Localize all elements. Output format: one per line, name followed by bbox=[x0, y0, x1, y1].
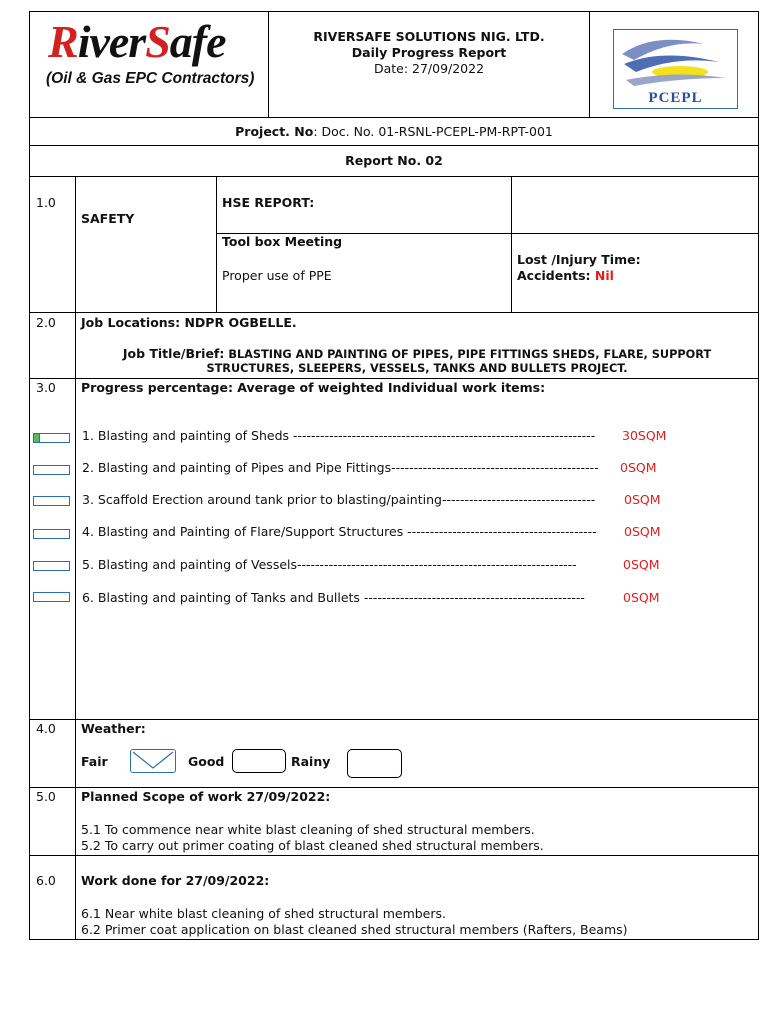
project-label: Project. No bbox=[235, 124, 314, 139]
planned-line-2: 5.2 To carry out primer coating of blast cleaned shed structural members. bbox=[81, 838, 544, 853]
job-title-label: Job Title/Brief: bbox=[122, 346, 225, 361]
weather-rainy-checkbox[interactable] bbox=[347, 749, 402, 778]
report-number: Report No. 02 bbox=[345, 153, 443, 168]
progress-heading: Progress percentage: Average of weighted Individual work items: bbox=[81, 380, 546, 395]
done-line-2: 6.2 Primer coat application on blast cleaned shed structural members (Rafters, Beams) bbox=[81, 922, 628, 937]
report-date: Date: 27/09/2022 bbox=[373, 61, 485, 76]
progress-bar-1 bbox=[33, 433, 70, 443]
toolbox-label: Tool box Meeting bbox=[222, 234, 343, 249]
work-item-text: 2. Blasting and painting of Pipes and Pipe Fittings---------------------------------------------- bbox=[82, 460, 599, 475]
work-item-qty: 0SQM bbox=[624, 492, 661, 507]
section-num-planned: 5.0 bbox=[36, 789, 56, 804]
weather-good-checkbox[interactable] bbox=[232, 749, 286, 773]
work-item-qty: 30SQM bbox=[622, 428, 667, 443]
logo-tagline: (Oil & Gas EPC Contractors) bbox=[46, 70, 255, 87]
safety-label: SAFETY bbox=[81, 211, 135, 226]
done-heading: Work done for 27/09/2022: bbox=[81, 873, 270, 888]
list-item bbox=[82, 492, 661, 507]
check-mark-icon bbox=[131, 750, 175, 772]
accidents-label: Accidents: bbox=[517, 268, 595, 283]
section-num-progress: 3.0 bbox=[36, 380, 56, 395]
section-num-safety: 1.0 bbox=[36, 195, 56, 210]
logo-iver: iver bbox=[77, 16, 146, 67]
toolbox-value: Proper use of PPE bbox=[222, 268, 332, 283]
progress-fill-1 bbox=[34, 434, 40, 442]
progress-bar-2 bbox=[33, 465, 70, 475]
list-item bbox=[82, 557, 660, 572]
list-item bbox=[82, 460, 657, 475]
work-item-text: 5. Blasting and painting of Vessels-------------------------------------------------------------- bbox=[82, 557, 577, 572]
job-title-line2: STRUCTURES, SLEEPERS, VESSELS, TANKS AND BULLETS PROJECT. bbox=[206, 362, 628, 375]
logo-r: R bbox=[48, 16, 78, 67]
progress-bar-6 bbox=[33, 592, 70, 602]
work-item-qty: 0SQM bbox=[620, 460, 657, 475]
weather-heading: Weather: bbox=[81, 721, 146, 736]
job-title bbox=[76, 346, 758, 361]
section-num-weather: 4.0 bbox=[36, 721, 56, 736]
progress-bar-5 bbox=[33, 561, 70, 571]
weather-rainy-label: Rainy bbox=[291, 754, 331, 769]
work-item-qty: 0SQM bbox=[623, 557, 660, 572]
list-item bbox=[82, 524, 661, 539]
section-num-job: 2.0 bbox=[36, 315, 56, 330]
work-item-text: 3. Scaffold Erection around tank prior to blasting/painting---------------------------------- bbox=[82, 492, 596, 507]
job-title-line1: BLASTING AND PAINTING OF PIPES, PIPE FITTINGS SHEDS, FLARE, SUPPORT bbox=[228, 348, 712, 361]
hse-report-label: HSE REPORT: bbox=[222, 195, 315, 210]
job-locations: Job Locations: NDPR OGBELLE. bbox=[81, 315, 297, 330]
work-item-text: 6. Blasting and painting of Tanks and Bullets ------------------------------------------------- bbox=[82, 590, 585, 605]
report-title: Daily Progress Report bbox=[351, 45, 507, 60]
weather-fair-checkbox[interactable] bbox=[130, 749, 176, 773]
riversafe-logo bbox=[40, 14, 260, 104]
project-number bbox=[30, 124, 758, 139]
work-item-text: 1. Blasting and painting of Sheds ------------------------------------------------------------------- bbox=[82, 428, 596, 443]
company-name: RIVERSAFE SOLUTIONS NIG. LTD. bbox=[313, 29, 545, 44]
list-item bbox=[82, 428, 667, 443]
weather-fair-label: Fair bbox=[81, 754, 108, 769]
planned-line-1: 5.1 To commence near white blast cleaning of shed structural members. bbox=[81, 822, 535, 837]
progress-bar-3 bbox=[33, 496, 70, 506]
planned-heading: Planned Scope of work 27/09/2022: bbox=[81, 789, 331, 804]
done-line-1: 6.1 Near white blast cleaning of shed structural members. bbox=[81, 906, 446, 921]
logo-s: S bbox=[145, 16, 170, 67]
logo-afe: afe bbox=[169, 16, 226, 67]
work-item-qty: 0SQM bbox=[623, 590, 660, 605]
work-item-qty: 0SQM bbox=[624, 524, 661, 539]
accidents-row bbox=[517, 268, 614, 283]
list-item bbox=[82, 590, 660, 605]
pcepl-logo bbox=[613, 29, 738, 109]
pcepl-text: PCEPL bbox=[648, 90, 703, 106]
accidents-value: Nil bbox=[594, 268, 614, 283]
progress-bar-4 bbox=[33, 529, 70, 539]
work-item-text: 4. Blasting and Painting of Flare/Support Structures ------------------------------------------ bbox=[82, 524, 597, 539]
section-num-done: 6.0 bbox=[36, 873, 56, 888]
project-value: : Doc. No. 01-RSNL-PCEPL-PM-RPT-001 bbox=[313, 124, 553, 139]
lost-injury-label: Lost /Injury Time: bbox=[517, 252, 641, 267]
weather-good-label: Good bbox=[188, 754, 225, 769]
